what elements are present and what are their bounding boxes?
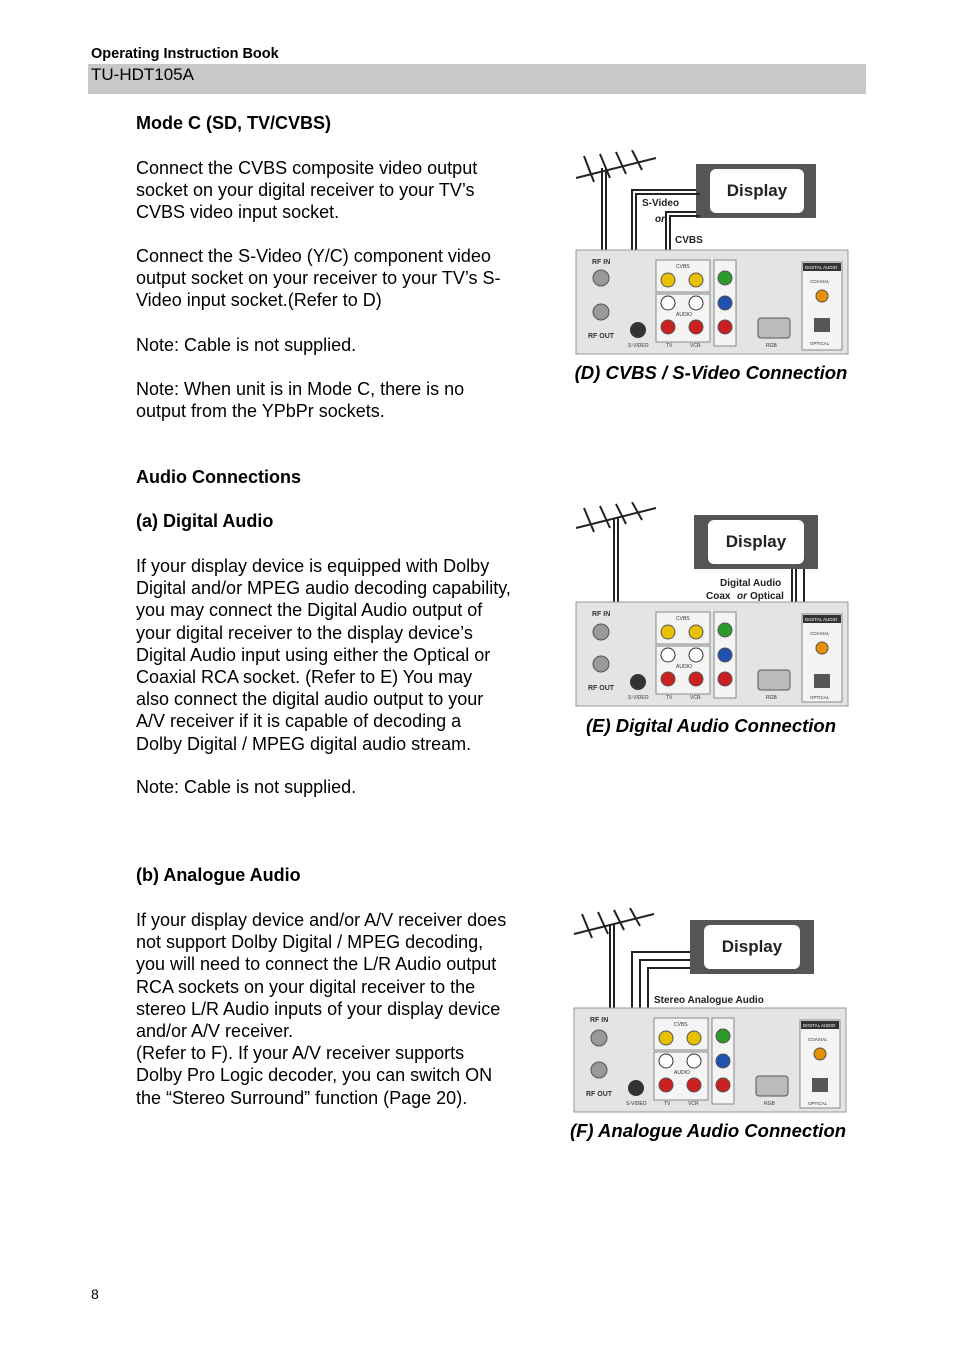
receiver-back-panel (576, 602, 848, 706)
svg-text:AUDIO: AUDIO (674, 1070, 690, 1076)
book-title: Operating Instruction Book (91, 46, 279, 62)
page-number: 8 (91, 1286, 99, 1302)
mode-c-note-1: Note: Cable is not supplied. (136, 335, 357, 355)
svg-text:OPTICAL: OPTICAL (808, 1101, 828, 1106)
audio-connections-heading: Audio Connections (136, 467, 301, 487)
digital-audio-paragraph: If your display device is equipped with Dolby Digital and/or MPEG audio decoding capability, you may connect the Digital Audio output of your digital receiver to the display device’s Digital Audio input using either the Optical or Coaxial RCA socket. (Refer to E) You may also connect the digital audio output to your A/V receiver if it is capable of decoding a Dolby Digital / MPEG digital audio stream. (136, 556, 511, 754)
svg-text:VCR: VCR (690, 343, 701, 349)
svg-text:S-VIDEO: S-VIDEO (626, 1101, 647, 1107)
svg-text:AUDIO: AUDIO (676, 664, 692, 670)
svg-text:RF IN: RF IN (590, 1017, 609, 1024)
receiver-back-panel (576, 250, 848, 354)
svg-text:CVBS: CVBS (676, 264, 690, 270)
svg-text:Stereo Analogue Audio: Stereo Analogue Audio (654, 995, 764, 1006)
mode-c-paragraph-2: Connect the S-Video (Y/C) component video output socket on your receiver to your TV’s S- Video input socket.(Refer to D) (136, 246, 501, 311)
svg-text:RF OUT: RF OUT (588, 685, 615, 692)
svg-text:or: or (655, 214, 665, 225)
mode-c-note-2: Note: When unit is in Mode C, there is no output from the YPbPr sockets. (136, 379, 465, 422)
receiver-back-panel (574, 1008, 846, 1112)
svg-text:TV: TV (666, 695, 673, 701)
svg-text:CVBS: CVBS (675, 235, 703, 246)
svg-text:Optical: Optical (750, 591, 784, 602)
svg-text:RGB: RGB (766, 695, 777, 701)
svg-text:S-Video: S-Video (642, 198, 680, 209)
svg-text:VCR: VCR (690, 695, 701, 701)
svg-text:RF OUT: RF OUT (588, 333, 615, 340)
svg-text:TV: TV (664, 1101, 671, 1107)
figure-f-diagram (568, 908, 850, 1114)
svg-text:CVBS: CVBS (676, 616, 690, 622)
svg-text:S-VIDEO: S-VIDEO (628, 695, 649, 701)
svg-text:TV: TV (666, 343, 673, 349)
svg-text:COAXIAL: COAXIAL (810, 279, 830, 284)
figure-d-diagram (570, 150, 852, 356)
svg-text:or: or (737, 591, 747, 602)
analogue-audio-paragraph: If your display device and/or A/V receiver does not support Dolby Digital / MPEG decoding, you will need to connect the L/R Audio output RCA sockets on your digital receiver to the stereo L/R Audio inputs of your display device and/or A/V receiver. (Refer to F). If your A/V receiver supports Dolby Pro Logic decoder, you can switch ON the “Stereo Surround” function (Page 20). (136, 910, 507, 1108)
display-label: Display (725, 532, 787, 551)
svg-text:COAXIAL: COAXIAL (808, 1037, 828, 1042)
header-bar (88, 64, 866, 94)
svg-text:CVBS: CVBS (674, 1022, 688, 1028)
svg-text:RF IN: RF IN (592, 611, 611, 618)
display-box (696, 164, 816, 218)
figure-d-caption: (D) CVBS / S-Video Connection (574, 362, 848, 383)
analogue-audio-heading: (b) Analogue Audio (136, 865, 301, 885)
svg-text:DIGITAL AUDIO: DIGITAL AUDIO (803, 1023, 836, 1028)
display-box (694, 515, 818, 569)
svg-text:AUDIO: AUDIO (676, 312, 692, 318)
svg-text:DIGITAL AUDIO: DIGITAL AUDIO (805, 265, 838, 270)
svg-text:Digital Audio: Digital Audio (720, 578, 782, 589)
svg-text:RF IN: RF IN (592, 259, 611, 266)
digital-audio-note: Note: Cable is not supplied. (136, 777, 357, 797)
svg-text:DIGITAL AUDIO: DIGITAL AUDIO (805, 617, 838, 622)
figure-e-caption: (E) Digital Audio Connection (585, 715, 837, 736)
svg-text:OPTICAL: OPTICAL (810, 695, 830, 700)
svg-text:S-VIDEO: S-VIDEO (628, 343, 649, 349)
svg-text:RF OUT: RF OUT (586, 1091, 613, 1098)
figure-e-diagram (570, 502, 852, 708)
model-name: TU-HDT105A (91, 65, 194, 84)
display-box (690, 920, 814, 974)
svg-text:VCR: VCR (688, 1101, 699, 1107)
svg-text:RGB: RGB (764, 1101, 775, 1107)
svg-text:RGB: RGB (766, 343, 777, 349)
display-label: Display (726, 181, 788, 200)
mode-c-heading: Mode C (SD, TV/CVBS) (136, 113, 332, 133)
svg-text:OPTICAL: OPTICAL (810, 341, 830, 346)
digital-audio-heading: (a) Digital Audio (136, 511, 274, 531)
svg-text:Coax: Coax (706, 591, 731, 602)
svg-text:COAXIAL: COAXIAL (810, 631, 830, 636)
figure-f-caption: (F) Analogue Audio Connection (569, 1120, 847, 1141)
display-label: Display (721, 937, 783, 956)
mode-c-paragraph-1: Connect the CVBS composite video output socket on your digital receiver to your TV’s CVBS video input socket. (136, 158, 478, 223)
